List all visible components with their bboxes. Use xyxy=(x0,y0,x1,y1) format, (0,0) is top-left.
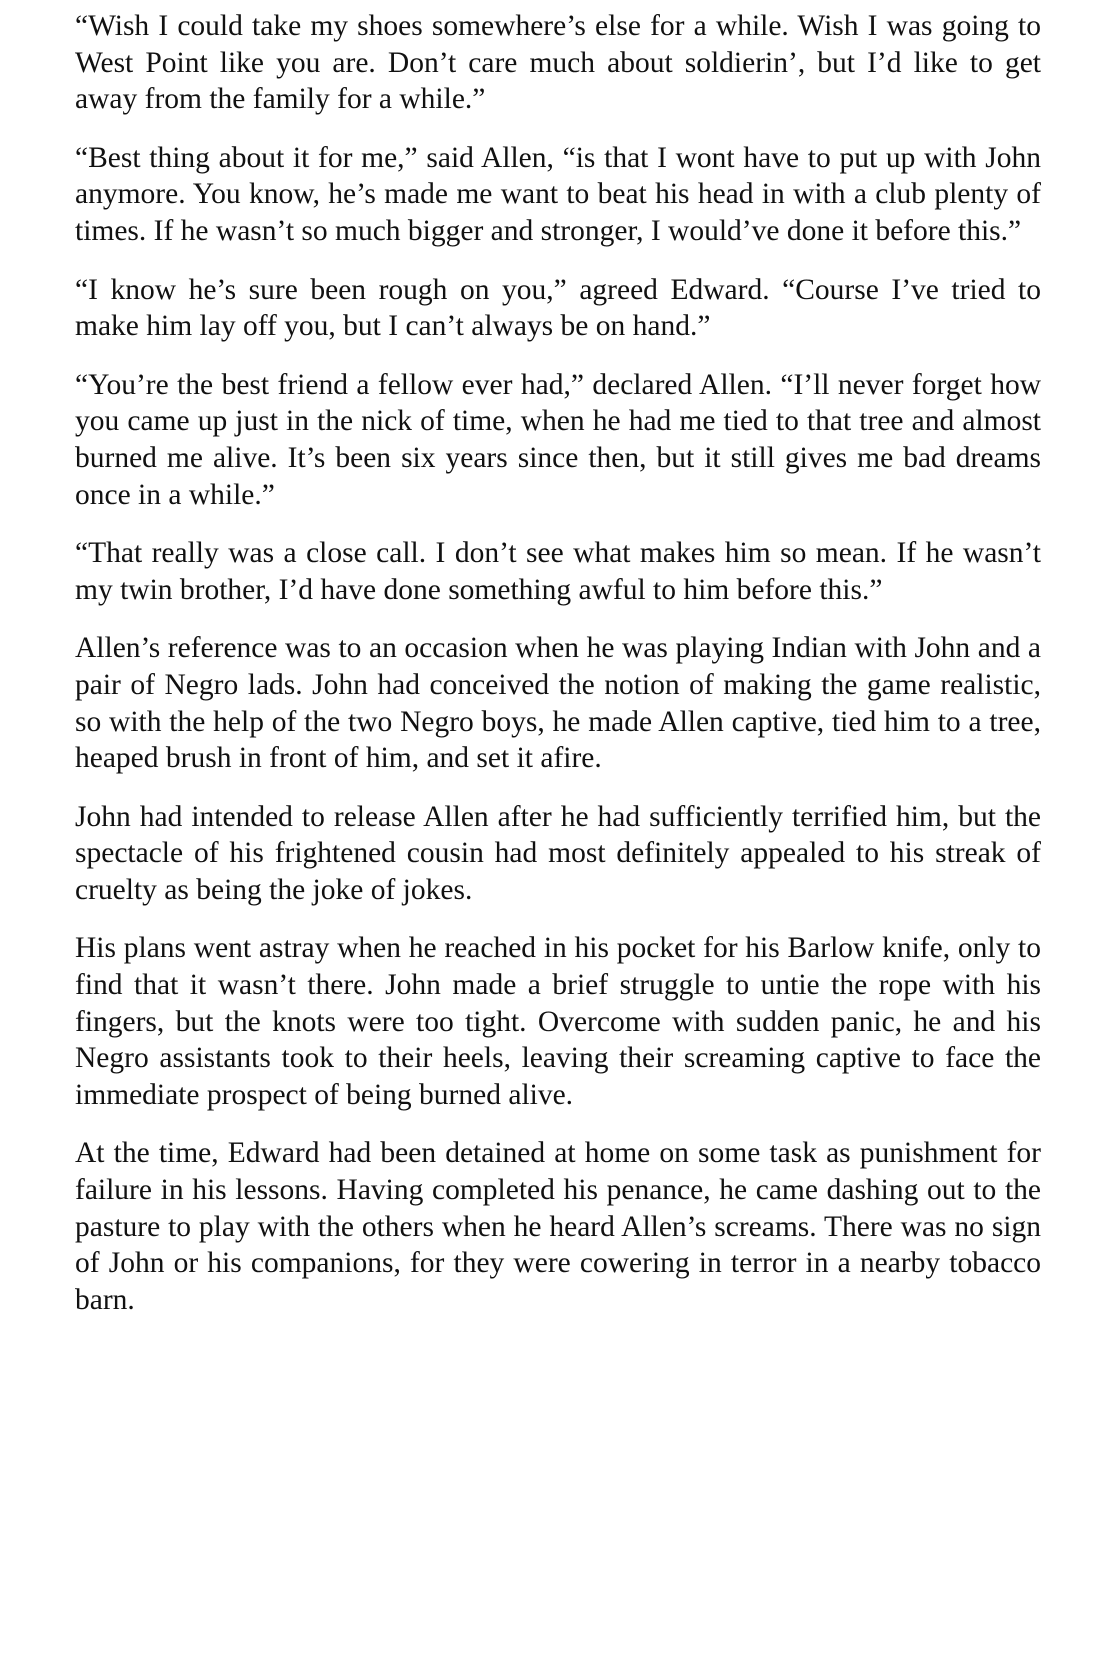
paragraph-8: His plans went astray when he reached in his pocket for his Barlow knife, only to find that it wasn’t there. John made a brief struggle to untie the rope with his fingers, but the knots were too tight. Overcome with sudden panic, he and his Negro assistants took to their heels, leaving their screaming captive to face the immediate prospect of being burned alive. xyxy=(75,932,1041,1111)
paragraph-3: “I know he’s sure been rough on you,” agreed Edward. “Course I’ve tried to make him lay off you, but I can’t always be on hand.” xyxy=(75,273,1041,343)
paragraph-4: “You’re the best friend a fellow ever had,” declared Allen. “I’ll never forget how you came up just in the nick of time, when he had me tied to that tree and almost burned me alive. It’s been six years since then, but it still gives me bad dreams once in a while.” xyxy=(75,368,1041,511)
paragraph-5: “That really was a close call. I don’t see what makes him so mean. If he wasn’t my twin brother, I’d have done something awful to him before this.” xyxy=(75,537,1041,606)
paragraph-2: “Best thing about it for me,” said Allen, “is that I wont have to put up with John anymore. You know, he’s made me want to beat his head in with a club plenty of times. If he wasn’t so much bigger and stronger, I would’ve done it before this.” xyxy=(75,141,1041,247)
paragraph-7: John had intended to release Allen after he had sufficiently terrified him, but the spectacle of his frightened cousin had most definitely appealed to his streak of cruelty as being the joke of jokes. xyxy=(75,800,1041,906)
paragraph-9: At the time, Edward had been detained at home on some task as punishment for failure in his lessons. Having completed his penance, he came dashing out to the pasture to play with the others when he heard Allen’s screams. There was no sign of John or his companions, for they were cowering in terror in a nearby tobacco barn. xyxy=(75,1137,1041,1316)
book-page-body xyxy=(75,8,1041,1318)
paragraph-1: “Wish I could take my shoes somewhere’s else for a while. Wish I was going to West Point like you are. Don’t care much about soldierin’, but I’d like to get away from the family for a while.” xyxy=(75,10,1041,116)
paragraph-6: Allen’s reference was to an occasion when he was playing Indian with John and a pair of Negro lads. John had conceived the notion of making the game realistic, so with the help of the two Negro boys, he made Allen captive, tied him to a tree, heaped brush in front of him, and set it afire. xyxy=(75,632,1041,775)
